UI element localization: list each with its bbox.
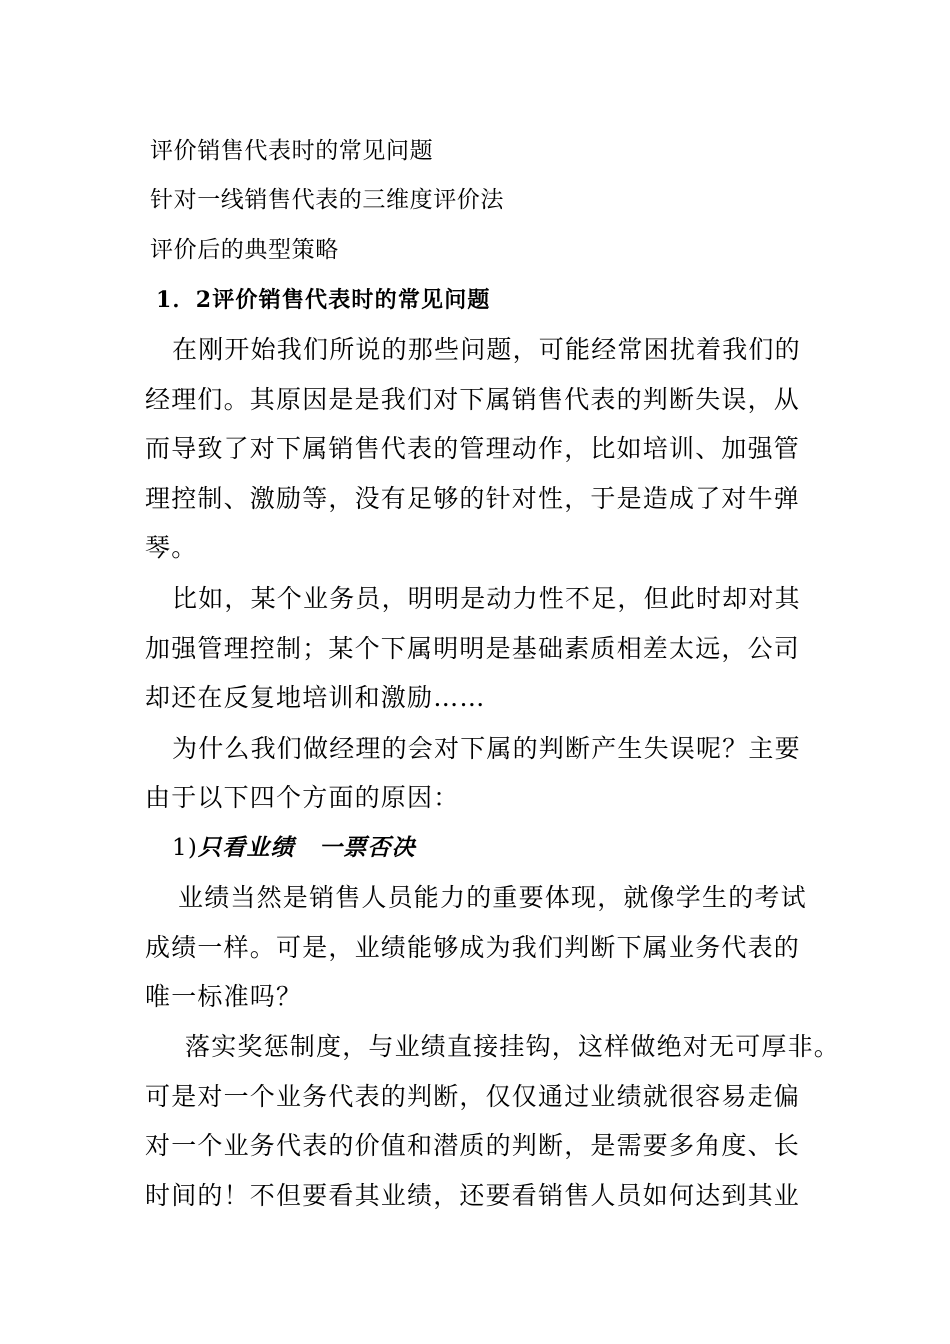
paragraph-line: 比如，某个业务员，明明是动力性不足，但此时却对其 (172, 584, 801, 613)
paragraph-line: 在刚开始我们所说的那些问题，可能经常困扰着我们的 (172, 335, 801, 364)
subheading-number: 1) (172, 835, 199, 861)
section-heading: 1．2评价销售代表时的常见问题 (156, 287, 491, 313)
paragraph-line: 业绩当然是销售人员能力的重要体现，就像学生的考试 (178, 883, 807, 912)
toc-item: 针对一线销售代表的三维度评价法 (150, 187, 504, 213)
paragraph-line: 可是对一个业务代表的判断，仅仅通过业绩就很容易走偏 (145, 1082, 801, 1111)
toc-item: 评价销售代表时的常见问题 (150, 138, 434, 164)
subheading-text: 只看业绩 一票否决 (198, 834, 416, 861)
paragraph-line: 为什么我们做经理的会对下属的判断产生失误呢？主要 (172, 734, 801, 763)
paragraph-line: 却还在反复地培训和激励…… (145, 683, 486, 712)
paragraph-line: 落实奖惩制度，与业绩直接挂钩，这样做绝对无可厚非。 (185, 1032, 841, 1061)
paragraph-line: 琴。 (145, 533, 198, 562)
paragraph-line: 加强管理控制；某个下属明明是基础素质相差太远，公司 (145, 634, 801, 663)
paragraph-line: 时间的！不但要看其业绩，还要看销售人员如何达到其业 (145, 1181, 801, 1210)
paragraph-line: 理控制、激励等，没有足够的针对性，于是造成了对牛弹 (145, 484, 801, 513)
paragraph-line: 成绩一样。可是，业绩能够成为我们判断下属业务代表的 (145, 933, 801, 962)
paragraph-line: 而导致了对下属销售代表的管理动作，比如培训、加强管 (145, 434, 801, 463)
subheading (172, 832, 416, 864)
paragraph-line: 由于以下四个方面的原因： (145, 783, 460, 812)
toc-item: 评价后的典型策略 (150, 237, 339, 263)
paragraph-line: 经理们。其原因是是我们对下属销售代表的判断失误，从 (145, 385, 801, 414)
paragraph-line: 对一个业务代表的价值和潜质的判断，是需要多角度、长 (145, 1131, 801, 1160)
paragraph-line: 唯一标准吗？ (145, 982, 303, 1011)
